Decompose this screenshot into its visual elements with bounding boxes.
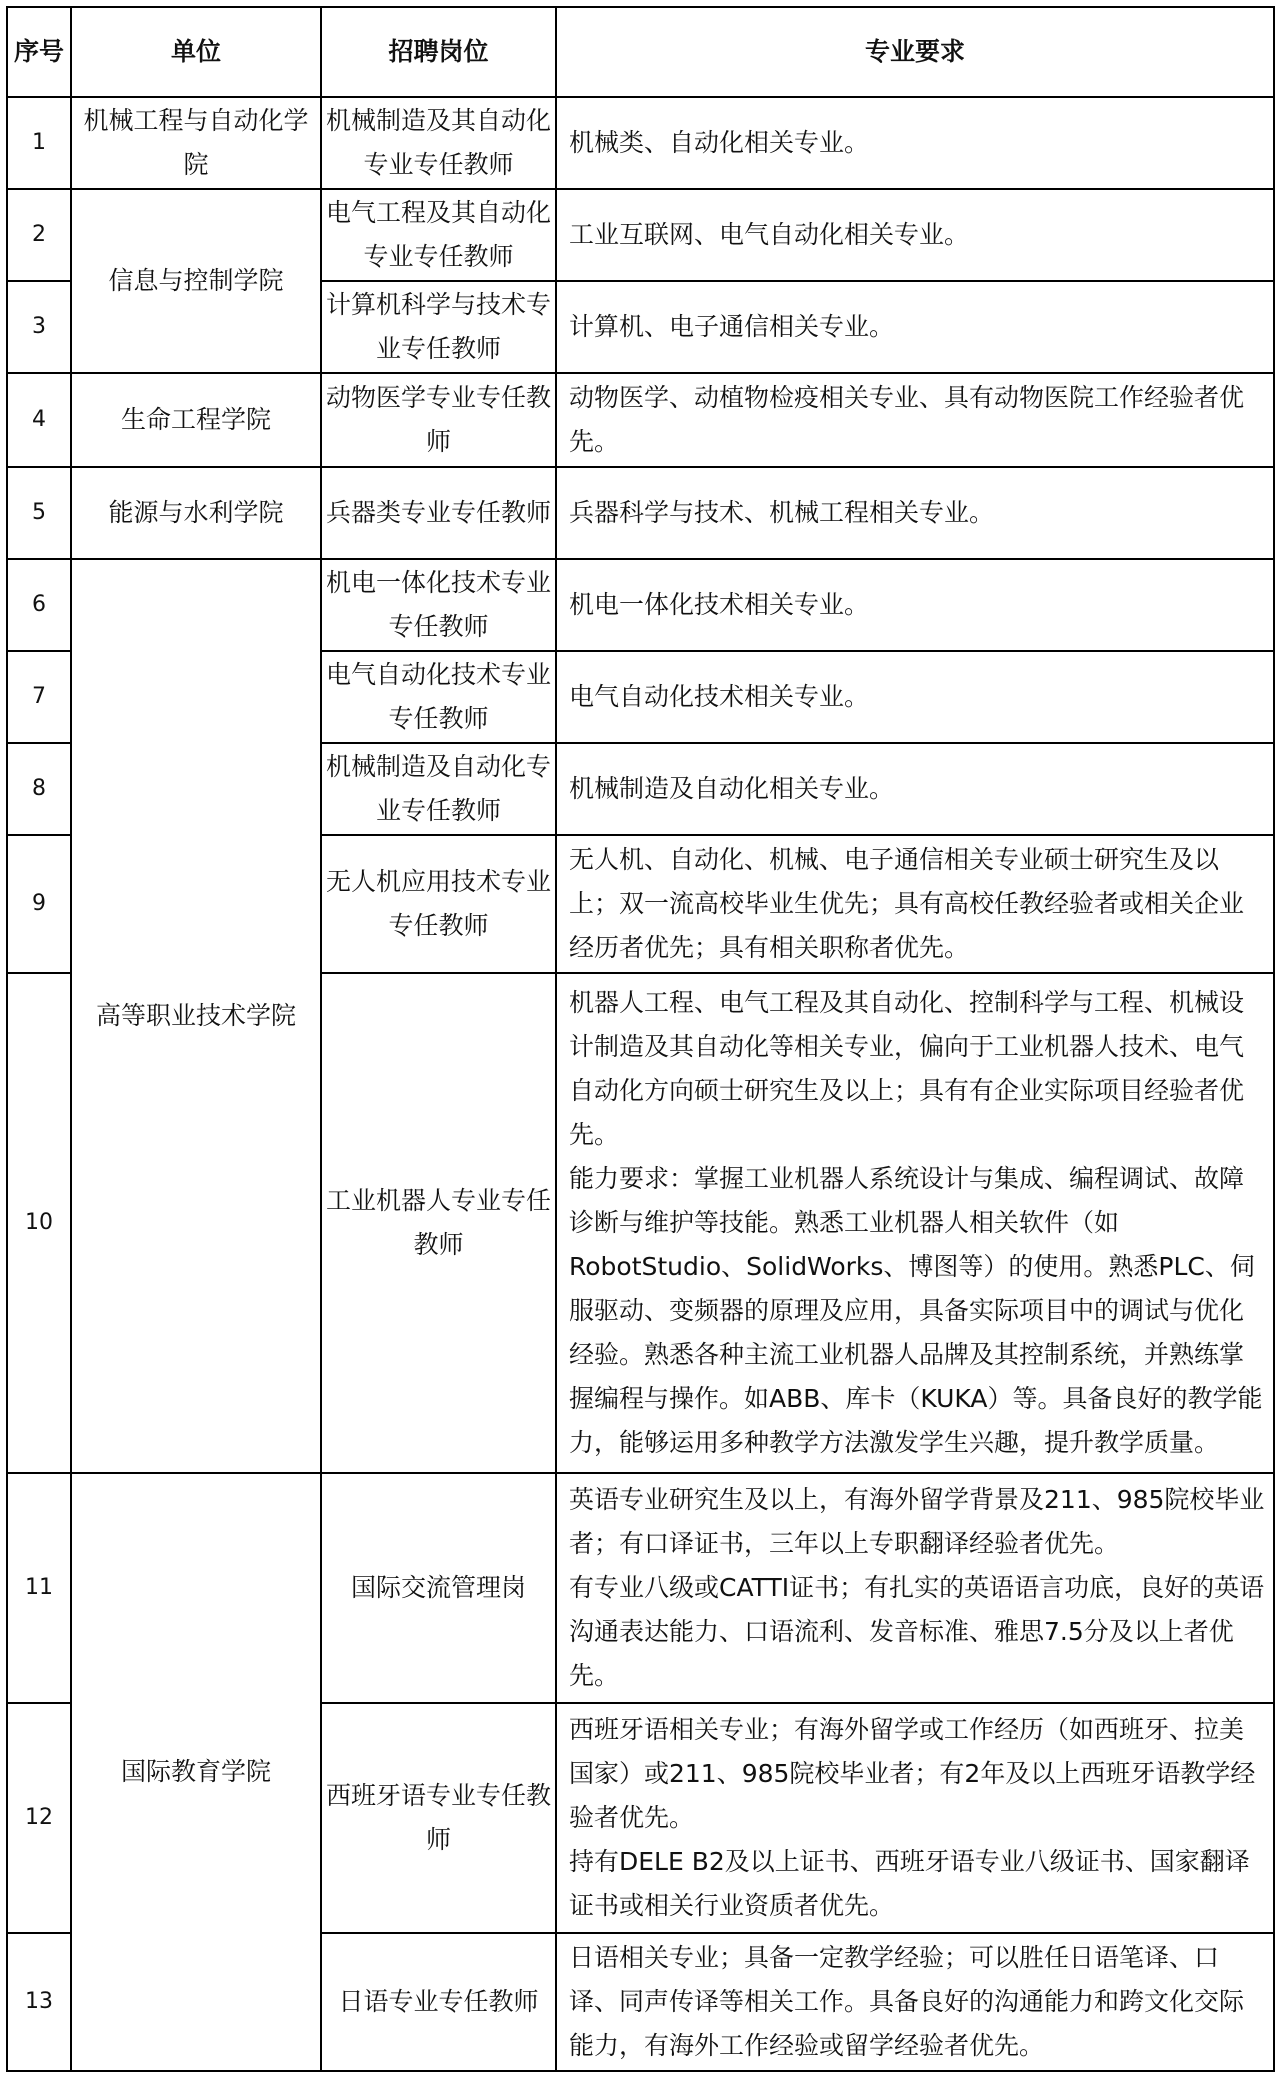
row-unit: 机械工程与自动化学院 [71,97,321,189]
row-requirement [556,559,1274,651]
row-seq: 1 [7,97,71,189]
requirement-text: 英语专业研究生及以上，有海外留学背景及211、985院校毕业者；有口译证书，三年以上专职翻译经验者优先。 [569,1485,1265,1558]
requirement-text: 电气自动化技术相关专业。 [569,682,870,711]
requirement-text: 有专业八级或CATTI证书；有扎实的英语语言功底，良好的英语沟通表达能力、口语流利、发音标准、雅思7.5分及以上者优先。 [569,1573,1265,1690]
recruitment-table [6,6,1275,2072]
row-unit: 国际教育学院 [71,1473,321,2071]
row-position: 工业机器人专业专任教师 [321,973,556,1473]
table-row [7,1473,1274,1703]
requirement-text: 计算机、电子通信相关专业。 [569,312,895,341]
row-requirement [556,973,1274,1473]
row-position: 电气工程及其自动化专业专任教师 [321,189,556,281]
requirement-text: 兵器科学与技术、机械工程相关专业。 [569,498,995,527]
row-seq: 13 [7,1933,71,2071]
row-position: 机电一体化技术专业专任教师 [321,559,556,651]
table-row [7,373,1274,467]
row-seq: 6 [7,559,71,651]
row-position: 动物医学专业专任教师 [321,373,556,467]
row-unit: 信息与控制学院 [71,189,321,373]
row-position: 日语专业专任教师 [321,1933,556,2071]
row-requirement [556,1933,1274,2071]
row-seq: 5 [7,467,71,559]
row-position: 机械制造及其自动化专业专任教师 [321,97,556,189]
row-requirement [556,743,1274,835]
row-requirement [556,373,1274,467]
row-unit: 高等职业技术学院 [71,559,321,1473]
row-seq: 3 [7,281,71,373]
requirement-text: 机器人工程、电气工程及其自动化、控制科学与工程、机械设计制造及其自动化等相关专业，偏向于工业机器人技术、电气自动化方向硕士研究生及以上；具有有企业实际项目经验者优先。 [569,988,1245,1149]
requirement-text: 动物医学、动植物检疫相关专业、具有动物医院工作经验者优先。 [569,383,1245,456]
requirement-text: 持有DELE B2及以上证书、西班牙语专业八级证书、国家翻译证书或相关行业资质者优先。 [569,1847,1250,1920]
row-seq: 7 [7,651,71,743]
row-seq: 11 [7,1473,71,1703]
row-unit: 生命工程学院 [71,373,321,467]
table-row [7,189,1274,281]
requirement-text: 无人机、自动化、机械、电子通信相关专业硕士研究生及以上；双一流高校毕业生优先；具有高校任教经验者或相关企业经历者优先；具有相关职称者优先。 [569,845,1245,962]
header-unit: 单位 [71,7,321,97]
row-requirement [556,835,1274,973]
row-position: 国际交流管理岗 [321,1473,556,1703]
row-requirement [556,1473,1274,1703]
requirement-text: 机械类、自动化相关专业。 [569,128,870,157]
header-row [7,7,1274,97]
row-requirement [556,651,1274,743]
table-row [7,467,1274,559]
row-position: 机械制造及自动化专业专任教师 [321,743,556,835]
recruitment-table-container [6,6,1273,2072]
row-seq: 4 [7,373,71,467]
header-seq: 序号 [7,7,71,97]
row-position: 兵器类专业专任教师 [321,467,556,559]
row-unit: 能源与水利学院 [71,467,321,559]
row-requirement [556,189,1274,281]
table-row [7,559,1274,651]
row-requirement [556,281,1274,373]
requirement-text: 能力要求：掌握工业机器人系统设计与集成、编程调试、故障诊断与维护等技能。熟悉工业机器人相关软件（如RobotStudio、SolidWorks、博图等）的使用。熟悉PLC、伺服驱动、变频器的原理及应用，具备实际项目中的调试与优化经验。熟悉各种主流工业机器人品牌及其控制系统，并熟练掌握编程与操作。如ABB、库卡（KUKA）等。具备良好的教学能力，能够运用多种教学方法激发学生兴趣，提升教学质量。 [569,1164,1263,1457]
header-requirement: 专业要求 [556,7,1274,97]
row-seq: 10 [7,973,71,1473]
row-requirement [556,467,1274,559]
row-position: 无人机应用技术专业专任教师 [321,835,556,973]
row-position: 西班牙语专业专任教师 [321,1703,556,1933]
header-position: 招聘岗位 [321,7,556,97]
row-seq: 12 [7,1703,71,1933]
requirement-text: 机械制造及自动化相关专业。 [569,774,895,803]
requirement-text: 工业互联网、电气自动化相关专业。 [569,220,970,249]
row-position: 电气自动化技术专业专任教师 [321,651,556,743]
requirement-text: 西班牙语相关专业；有海外留学或工作经历（如西班牙、拉美国家）或211、985院校毕业者；有2年及以上西班牙语教学经验者优先。 [569,1715,1256,1832]
row-seq: 8 [7,743,71,835]
row-seq: 9 [7,835,71,973]
requirement-text: 机电一体化技术相关专业。 [569,590,870,619]
row-position: 计算机科学与技术专业专任教师 [321,281,556,373]
requirement-text: 日语相关专业；具备一定教学经验；可以胜任日语笔译、口译、同声传译等相关工作。具备良好的沟通能力和跨文化交际能力，有海外工作经验或留学经验者优先。 [569,1943,1245,2060]
row-requirement [556,1703,1274,1933]
row-requirement [556,97,1274,189]
table-row [7,97,1274,189]
row-seq: 2 [7,189,71,281]
